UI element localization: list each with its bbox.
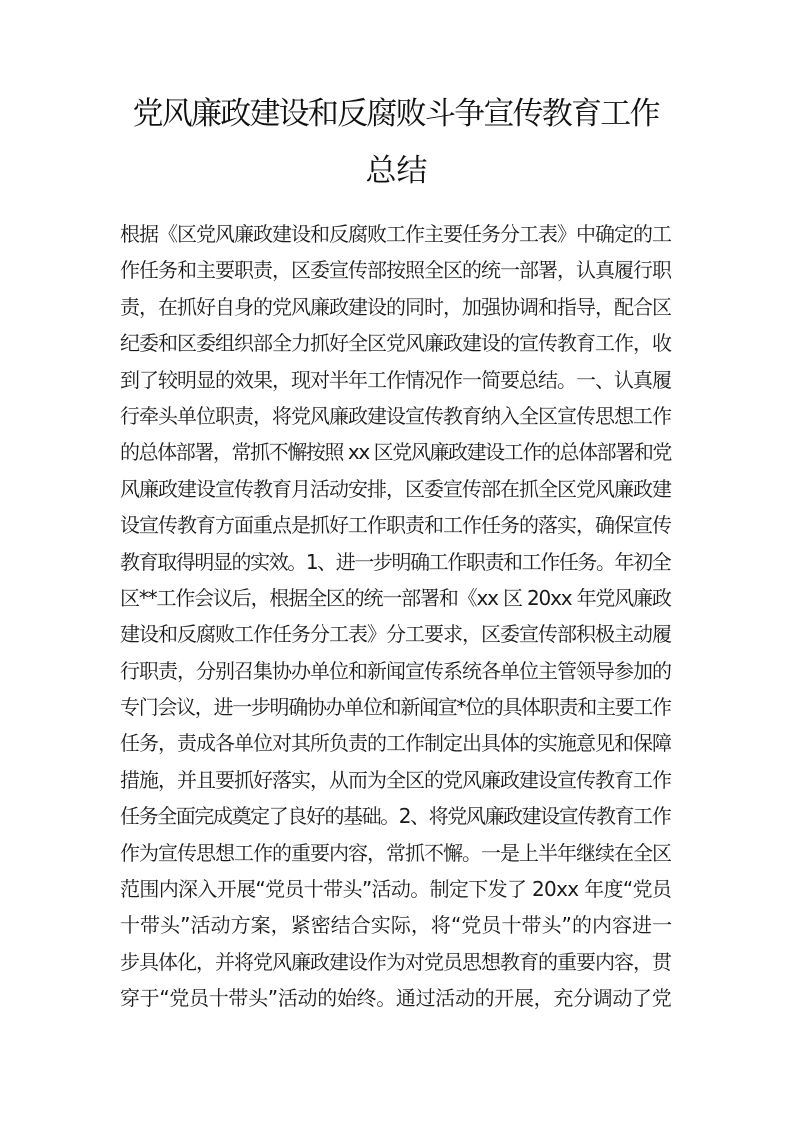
body-line: 到了较明显的效果，现对半年工作情况作一简要总结。一、认真履 [120, 367, 671, 392]
body-line: 十带头”活动方案，紧密结合实际，将“党员十带头”的内容进一 [120, 913, 673, 938]
body-line: 穿于“党员十带头”活动的始终。通过活动的开展，充分调动了党 [120, 986, 672, 1011]
document-title-line-1: 党风廉政建设和反腐败斗争宣传教育工作 [132, 96, 659, 132]
body-line: 任务，责成各单位对其所负责的工作制定出具体的实施意见和保障 [120, 731, 671, 756]
body-line: 教育取得明显的实效。1、进一步明确工作职责和工作任务。年初全 [120, 549, 671, 574]
body-line: 步具体化，并将党风廉政建设作为对党员思想教育的重要内容，贯 [120, 949, 671, 974]
body-line: 行牵头单位职责，将党风廉政建设宣传教育纳入全区宣传思想工作 [120, 403, 671, 428]
body-line: 任务全面完成奠定了良好的基础。2、将党风廉政建设宣传教育工作 [120, 804, 671, 829]
body-line: 责，在抓好自身的党风廉政建设的同时，加强协调和指导，配合区 [120, 294, 671, 319]
body-line: 范围内深入开展“党员十带头”活动。制定下发了 20xx 年度“党员 [120, 877, 672, 902]
body-line: 行职责，分别召集协办单位和新闻宣传系统各单位主管领导参加的 [120, 658, 671, 683]
body-line: 设宣传教育方面重点是抓好工作职责和工作任务的落实，确保宣传 [120, 513, 671, 538]
document-title-line-2: 总结 [365, 153, 428, 189]
body-line: 措施，并且要抓好落实，从而为全区的党风廉政建设宣传教育工作 [120, 767, 671, 792]
body-line: 作任务和主要职责，区委宣传部按照全区的统一部署，认真履行职 [120, 258, 671, 283]
body-line: 区**工作会议后，根据全区的统一部署和《xx 区 20xx 年党风廉政 [120, 585, 671, 610]
body-line: 建设和反腐败工作任务分工表》分工要求，区委宣传部积极主动履 [120, 622, 671, 647]
body-line: 纪委和区委组织部全力抓好全区党风廉政建设的宣传教育工作，收 [120, 331, 671, 356]
document-body [120, 216, 676, 1017]
body-line: 专门会议，进一步明确协办单位和新闻宣*位的具体职责和主要工作 [120, 695, 671, 720]
body-line: 风廉政建设宣传教育月活动安排，区委宣传部在抓全区党风廉政建 [120, 476, 671, 501]
body-line: 作为宣传思想工作的重要内容，常抓不懈。一是上半年继续在全区 [120, 840, 671, 865]
body-line: 根据《区党风廉政建设和反腐败工作主要任务分工表》中确定的工 [120, 222, 671, 246]
body-line: 的总体部署，常抓不懈按照 xx 区党风廉政建设工作的总体部署和党 [120, 440, 671, 465]
